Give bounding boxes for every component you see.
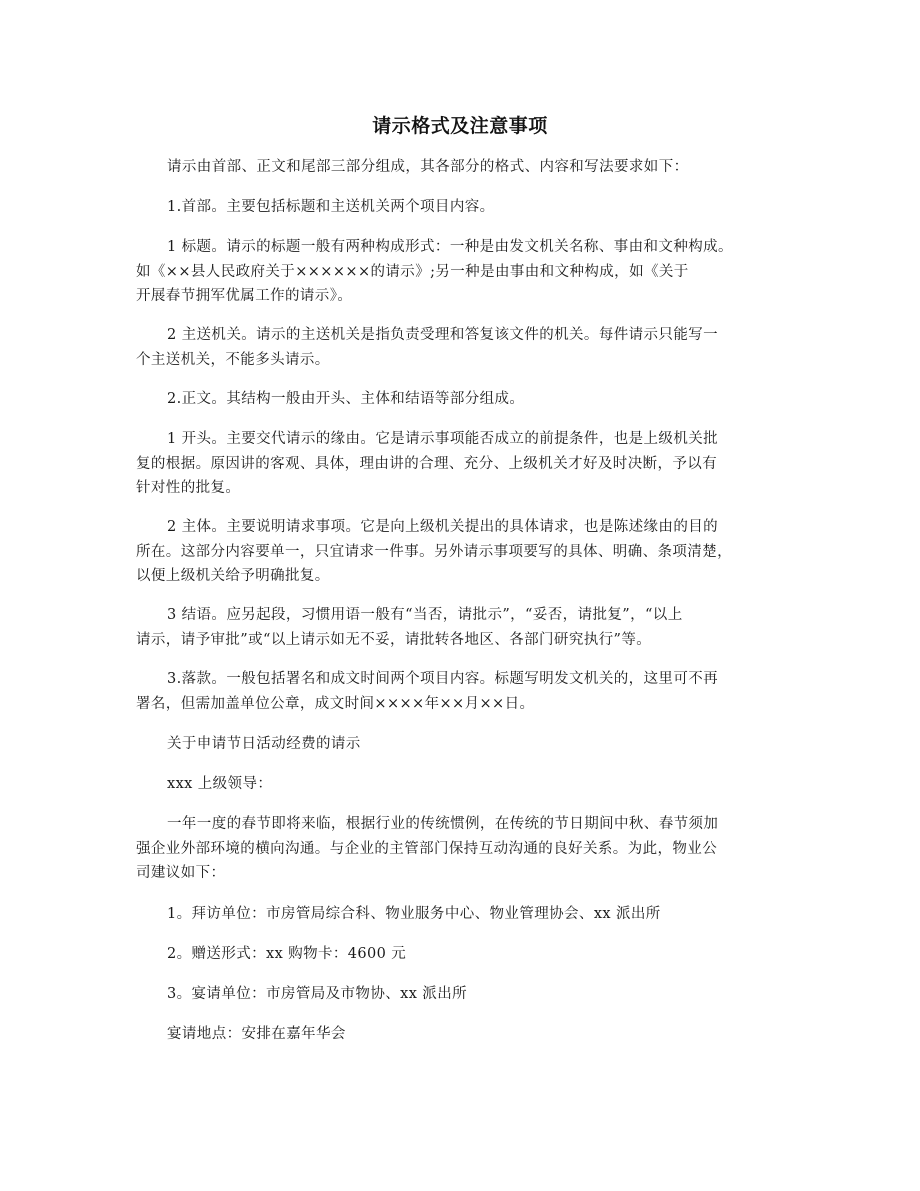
text-line: 2 主体。主要说明请求事项。它是向上级机关提出的具体请求，也是陈述缘由的目的 <box>167 519 719 535</box>
text-line: 复的根据。原因讲的客观、具体，理由讲的合理、充分、上级机关才好及时决断，予以有 <box>136 455 718 472</box>
paragraph-intro <box>136 155 786 180</box>
paragraph-salutation <box>136 772 786 797</box>
text-line: 3.落款。一般包括署名和成文时间两个项目内容。标题写明发文机关的，这里可不再 <box>167 671 719 687</box>
text-line: 2.正文。其结构一般由开头、主体和结语等部分组成。 <box>167 391 525 407</box>
text-line: 开展春节拥军优属工作的请示》。 <box>136 288 353 304</box>
text-line: 请示，请予审批”或“以上请示如无不妥，请批转各地区、各部门研究执行”等。 <box>136 631 652 648</box>
paragraph-signature <box>136 667 786 716</box>
paragraph-gift-form <box>136 942 786 967</box>
paragraph-opening <box>136 427 786 501</box>
paragraph-body-section <box>136 387 786 412</box>
paragraph-main-body <box>136 515 786 589</box>
text-line: xxx 上级领导： <box>167 776 273 792</box>
paragraph-recipient <box>136 323 786 372</box>
text-line: 强企业外部环境的横向沟通。与企业的主管部门保持互动沟通的良好关系。为此，物业公 <box>136 840 718 857</box>
text-line: 司建议如下： <box>136 865 226 881</box>
text-line: 1 开头。主要交代请示的缘由。它是请示事项能否成立的前提条件，也是上级机关批 <box>167 431 719 447</box>
text-line: 1。拜访单位：市房管局综合科、物业服务中心、物业管理协会、xx 派出所 <box>167 906 661 922</box>
paragraph-sample-body <box>136 812 786 886</box>
text-line: 2 主送机关。请示的主送机关是指负责受理和答复该文件的机关。每件请示只能写一 <box>167 327 719 343</box>
text-line: 关于申请节日活动经费的请示 <box>167 736 361 752</box>
text-line: 3 结语。应另起段，习惯用语一般有“当否，请批示”，“妥否，请批复”，“以上 <box>167 607 683 623</box>
text-line: 以便上级机关给予明确批复。 <box>136 568 330 584</box>
paragraph-sample-title <box>136 732 786 757</box>
text-line: 个主送机关，不能多头请示。 <box>136 351 330 368</box>
paragraph-title-rule <box>136 235 786 309</box>
text-line: 3。宴请单位：市房管局及市物协、xx 派出所 <box>167 986 467 1002</box>
text-line: 署名，但需加盖单位公章，成文时间××××年××月××日。 <box>136 695 535 712</box>
text-line: 所在。这部分内容要单一，只宜请求一件事。另外请示事项要写的具体、明确、条项清楚， <box>136 543 732 560</box>
text-line: 一年一度的春节即将来临，根据行业的传统惯例，在传统的节日期间中秋、春节须加 <box>167 816 719 832</box>
text-line: 1 标题。请示的标题一般有两种构成形式：一种是由发文机关名称、事由和文种构成。 <box>167 239 733 255</box>
text-line: 宴请地点：安排在嘉年华会 <box>167 1026 346 1042</box>
paragraph-header-section <box>136 195 786 220</box>
paragraph-banquet-units <box>136 982 786 1007</box>
text-line: 1.首部。主要包括标题和主送机关两个项目内容。 <box>167 199 495 215</box>
paragraph-conclusion <box>136 603 786 652</box>
text-line: 2。赠送形式：xx 购物卡：4600 元 <box>167 946 407 962</box>
paragraph-visit-units <box>136 902 786 927</box>
text-line: 如《××县人民政府关于××××××的请示》;另一种是由事由和文种构成，如《关于 <box>136 263 689 280</box>
text-line: 请示由首部、正文和尾部三部分组成，其各部分的格式、内容和写法要求如下： <box>167 159 689 175</box>
paragraph-banquet-venue <box>136 1022 786 1047</box>
document-title: 请示格式及注意事项 <box>372 115 548 137</box>
text-line: 针对性的批复。 <box>136 480 241 496</box>
